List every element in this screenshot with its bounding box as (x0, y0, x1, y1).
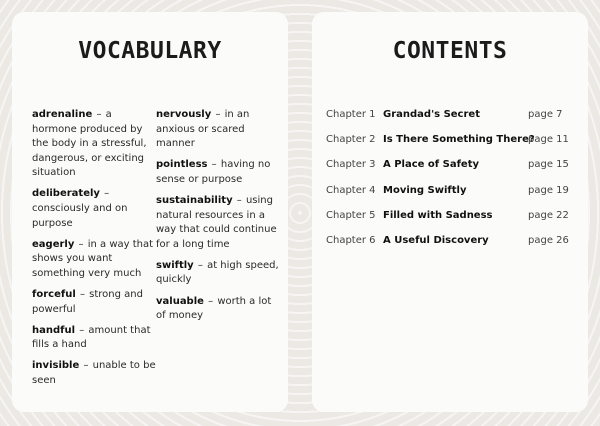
vocabulary-term: deliberately (32, 188, 100, 200)
vocabulary-entry (32, 324, 156, 353)
chapter-title: Filled with Sadness (383, 209, 493, 221)
vocabulary-entry (32, 288, 156, 317)
chapter-title: Moving Swiftly (383, 184, 467, 196)
vocabulary-definition: in a way that shows you want something very much (32, 238, 154, 279)
vocabulary-term: valuable (156, 295, 204, 307)
vocabulary-definition: amount that fills a hand (32, 324, 151, 351)
vocabulary-column-2 (156, 108, 284, 330)
vocabulary-column-1 (32, 108, 156, 395)
vocabulary-entry (156, 108, 284, 152)
separator: – (79, 324, 85, 336)
contents-page (312, 12, 588, 412)
vocabulary-entry (156, 259, 284, 288)
vocabulary-definition: using natural resources in a way that could continue for a long time (156, 194, 277, 250)
separator: – (211, 159, 217, 171)
vocabulary-term: invisible (32, 360, 80, 372)
chapter-title: Grandad's Secret (383, 109, 480, 120)
chapter-number: Chapter 4 (326, 184, 376, 196)
separator: – (96, 109, 102, 120)
contents-heading: CONTENTS (392, 38, 508, 64)
separator: – (197, 259, 203, 271)
contents-row[interactable] (326, 184, 582, 209)
vocabulary-entry (32, 359, 156, 388)
separator: – (79, 289, 85, 301)
chapter-title: A Place of Safety (383, 159, 480, 171)
vocabulary-term: forceful (32, 289, 76, 301)
contents-row[interactable] (326, 158, 582, 183)
vocabulary-definition: worth a lot of money (156, 295, 272, 322)
separator: – (104, 188, 110, 200)
vocabulary-definition: a hormone produced by the body in a stressful, dangerous, or exciting situation (32, 109, 147, 179)
vocabulary-page (12, 12, 288, 412)
chapter-page: page 22 (528, 209, 569, 221)
chapter-number: Chapter 6 (326, 234, 376, 246)
vocabulary-entry (156, 158, 284, 187)
chapter-page: page 7 (528, 109, 563, 120)
vocabulary-definition: strong and powerful (32, 289, 143, 315)
chapter-number: Chapter 1 (326, 109, 376, 120)
separator: – (83, 360, 89, 372)
vocabulary-definition: at high speed, quickly (156, 259, 279, 286)
chapter-page: page 11 (528, 134, 569, 146)
separator: – (236, 194, 242, 206)
vocabulary-entry (32, 238, 156, 282)
chapter-page: page 26 (528, 234, 569, 246)
chapter-title: A Useful Discovery (383, 234, 489, 246)
vocabulary-definition: in an anxious or scared manner (156, 109, 250, 150)
contents-list (326, 108, 582, 259)
vocabulary-definition: unable to be seen (32, 360, 156, 386)
vocabulary-term: handful (32, 324, 76, 336)
chapter-page: page 19 (528, 184, 569, 196)
vocabulary-definition: consciously and on purpose (32, 203, 128, 229)
contents-row[interactable] (326, 234, 582, 259)
vocabulary-entry (32, 108, 156, 181)
vocabulary-term: nervously (156, 109, 212, 120)
vocabulary-definition: having no sense or purpose (156, 159, 271, 185)
vocabulary-term: pointless (156, 159, 208, 171)
vocabulary-heading: VOCABULARY (78, 38, 222, 64)
chapter-page: page 15 (528, 159, 569, 171)
chapter-title: Is There Something There? (383, 134, 535, 146)
vocabulary-term: adrenaline (32, 109, 93, 120)
vocabulary-entry (156, 295, 284, 324)
vocabulary-term: swiftly (156, 259, 194, 271)
contents-row[interactable] (326, 133, 582, 158)
separator: – (78, 238, 84, 250)
vocabulary-entry (32, 187, 156, 231)
chapter-number: Chapter 3 (326, 159, 376, 171)
chapter-number: Chapter 5 (326, 209, 376, 221)
vocabulary-term: sustainability (156, 194, 233, 206)
vocabulary-entry (156, 194, 284, 252)
vocabulary-term: eagerly (32, 238, 75, 250)
separator: – (208, 295, 214, 307)
chapter-number: Chapter 2 (326, 134, 376, 146)
contents-row[interactable] (326, 108, 582, 133)
separator: – (215, 109, 221, 120)
contents-row[interactable] (326, 209, 582, 234)
